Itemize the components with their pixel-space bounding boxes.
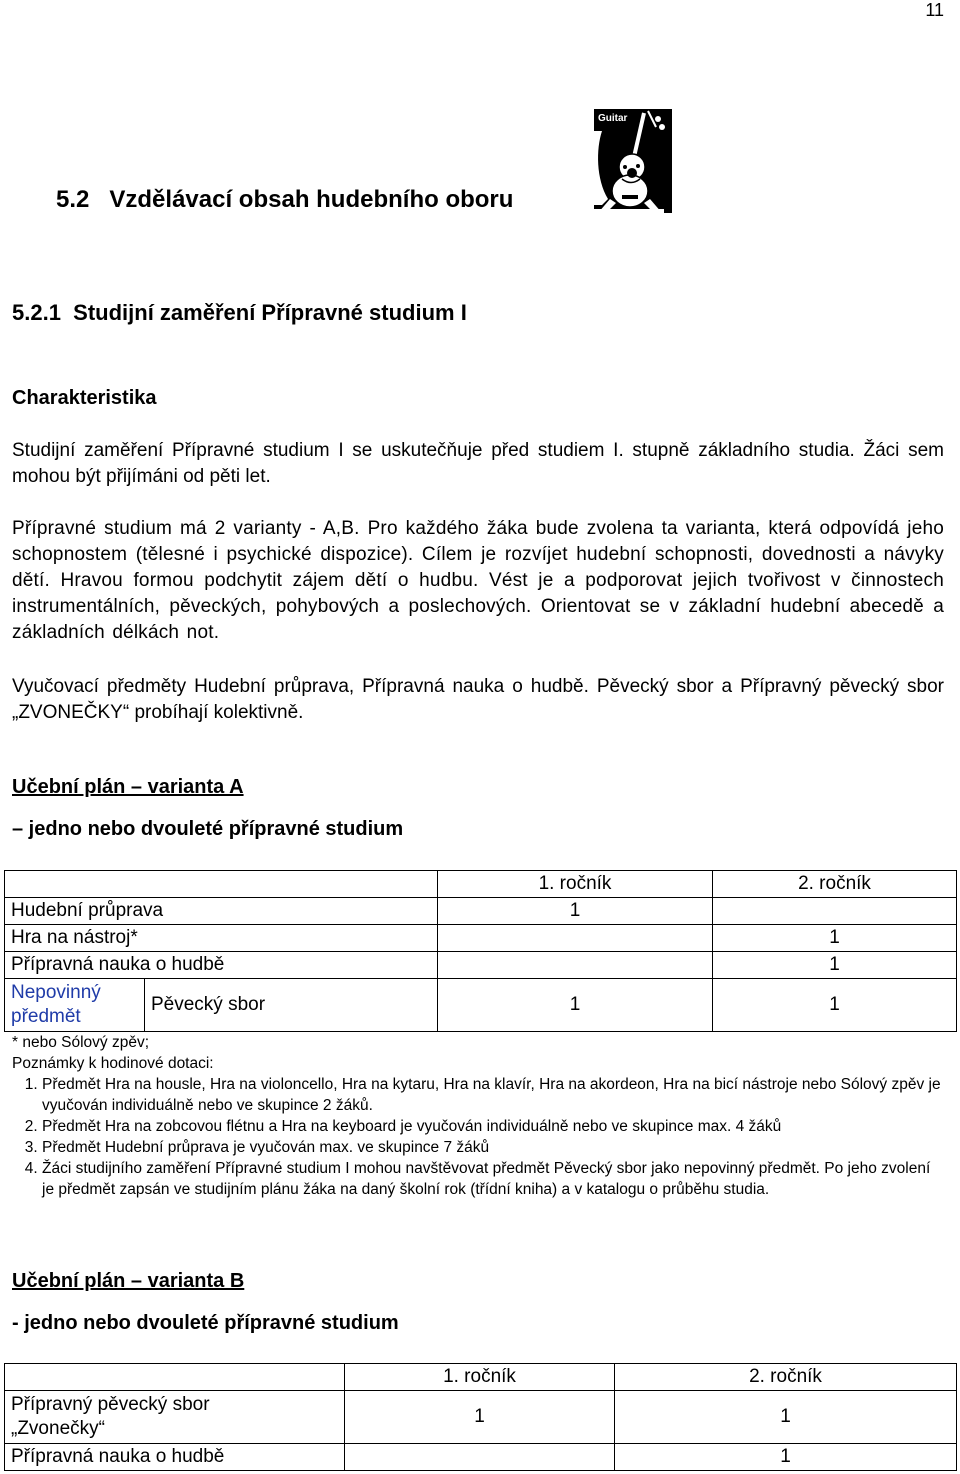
table-row [5, 1391, 957, 1444]
table-cell-year2 [713, 898, 957, 925]
table-cell-subject: Pěvecký sbor [145, 979, 438, 1032]
table-header-year2: 2. ročník [713, 871, 957, 898]
table-row [5, 925, 957, 952]
table-cell-subject: Hudební průprava [5, 898, 438, 925]
table-cell-year1 [438, 925, 713, 952]
table-cell-optional-label: Nepovinný předmět [5, 979, 145, 1032]
table-cell-year2: 1 [713, 979, 957, 1032]
plan-b-subtitle: - jedno nebo dvouleté přípravné studium [12, 1312, 399, 1334]
table-cell-year2: 1 [615, 1391, 957, 1444]
table-header-year1: 1. ročník [345, 1364, 615, 1391]
table-cell-subject: Přípravný pěvecký sbor „Zvonečky“ [5, 1391, 345, 1444]
heading-section: 5.2 Vzdělávací obsah hudebního oboru [56, 186, 514, 213]
table-row [5, 898, 957, 925]
list-item: 2. Předmět Hra na zobcovou flétnu a Hra na keyboard je vyučován individuálně nebo ve skupince max. 4 žáků [42, 1116, 942, 1137]
page-number: 11 [925, 0, 944, 20]
table-header-row [5, 871, 957, 898]
table-row [5, 1444, 957, 1471]
list-item: 4. Žáci studijního zaměření Přípravné studium I mohou navštěvovat předmět Pěvecký sbor jako nepovinný předmět. Po jeho zvolení je předmět zapsán ve studijním plánu žáka na daný školní rok (třídní kniha) a v katalogu o průběhu studia. [42, 1158, 942, 1200]
plan-a-title: Učební plán – varianta A [12, 776, 244, 798]
list-item: 1. Předmět Hra na housle, Hra na violoncello, Hra na kytaru, Hra na klavír, Hra na akordeon, Hra na bicí nástroje nebo Sólový zpěv je vyučován individuálně nebo ve skupince 2 žáků. [42, 1074, 942, 1116]
table-cell-year1 [345, 1444, 615, 1471]
table-header-row [5, 1364, 957, 1391]
table-cell [5, 871, 438, 898]
guitar-logo-icon [594, 109, 672, 213]
table-header-year2: 2. ročník [615, 1364, 957, 1391]
list-item: 3. Předmět Hudební průprava je vyučován max. ve skupince 7 žáků [42, 1137, 942, 1158]
table-cell-year1 [438, 952, 713, 979]
plan-a-table [4, 870, 957, 1032]
table-cell-subject: Přípravná nauka o hudbě [5, 1444, 345, 1471]
table-cell-year2: 1 [713, 925, 957, 952]
paragraph-subjects: Vyučovací předměty Hudební průprava, Přípravná nauka o hudbě. Pěvecký sbor a Přípravný pěvecký sbor „ZVONEČKY“ probíhají kolektivně. [12, 676, 944, 723]
footnote: * nebo Sólový zpěv; [12, 1034, 150, 1051]
table-header-year1: 1. ročník [438, 871, 713, 898]
table-row [5, 952, 957, 979]
plan-b-table [4, 1363, 957, 1471]
table-cell-year1: 1 [438, 979, 713, 1032]
table-cell-year2: 1 [713, 952, 957, 979]
notes-title: Poznámky k hodinové dotaci: [12, 1055, 214, 1072]
paragraph-intro: Studijní zaměření Přípravné studium I se uskutečňuje před studiem I. stupně základního studia. Žáci sem mohou být přijímáni od pěti let. [12, 440, 944, 487]
table-row-optional [5, 979, 957, 1032]
paragraph-variants: Přípravné studium má 2 varianty - A,B. Pro každého žáka bude zvolena ta varianta, která odpovídá jeho schopnostem (tělesné i psychické dispozice). Cílem je rozvíjet hudební schopnosti, dovednosti a návyky dětí. Hravou formou podchytit zájem dětí o hudbu. Vést je a podporovat jejich tvořivost v činnostech instrumentálních, pěveckých, pohybových a poslechových. Orientovat se v základní hudební abecedě a základních délkách not. [12, 518, 944, 643]
plan-a-notes [12, 1032, 942, 1200]
table-cell-year1: 1 [345, 1391, 615, 1444]
table-cell-subject: Přípravná nauka o hudbě [5, 952, 438, 979]
table-cell-year2: 1 [615, 1444, 957, 1471]
heading-subsection: 5.2.1 Studijní zaměření Přípravné studium I [12, 300, 467, 325]
heading-characteristics: Charakteristika [12, 387, 157, 409]
plan-a-subtitle: – jedno nebo dvouleté přípravné studium [12, 818, 404, 840]
svg-text:Guitar: Guitar [598, 113, 628, 124]
table-cell-subject: Hra na nástroj* [5, 925, 438, 952]
table-cell-year1: 1 [438, 898, 713, 925]
plan-b-title: Učební plán – varianta B [12, 1270, 245, 1292]
table-cell [5, 1364, 345, 1391]
